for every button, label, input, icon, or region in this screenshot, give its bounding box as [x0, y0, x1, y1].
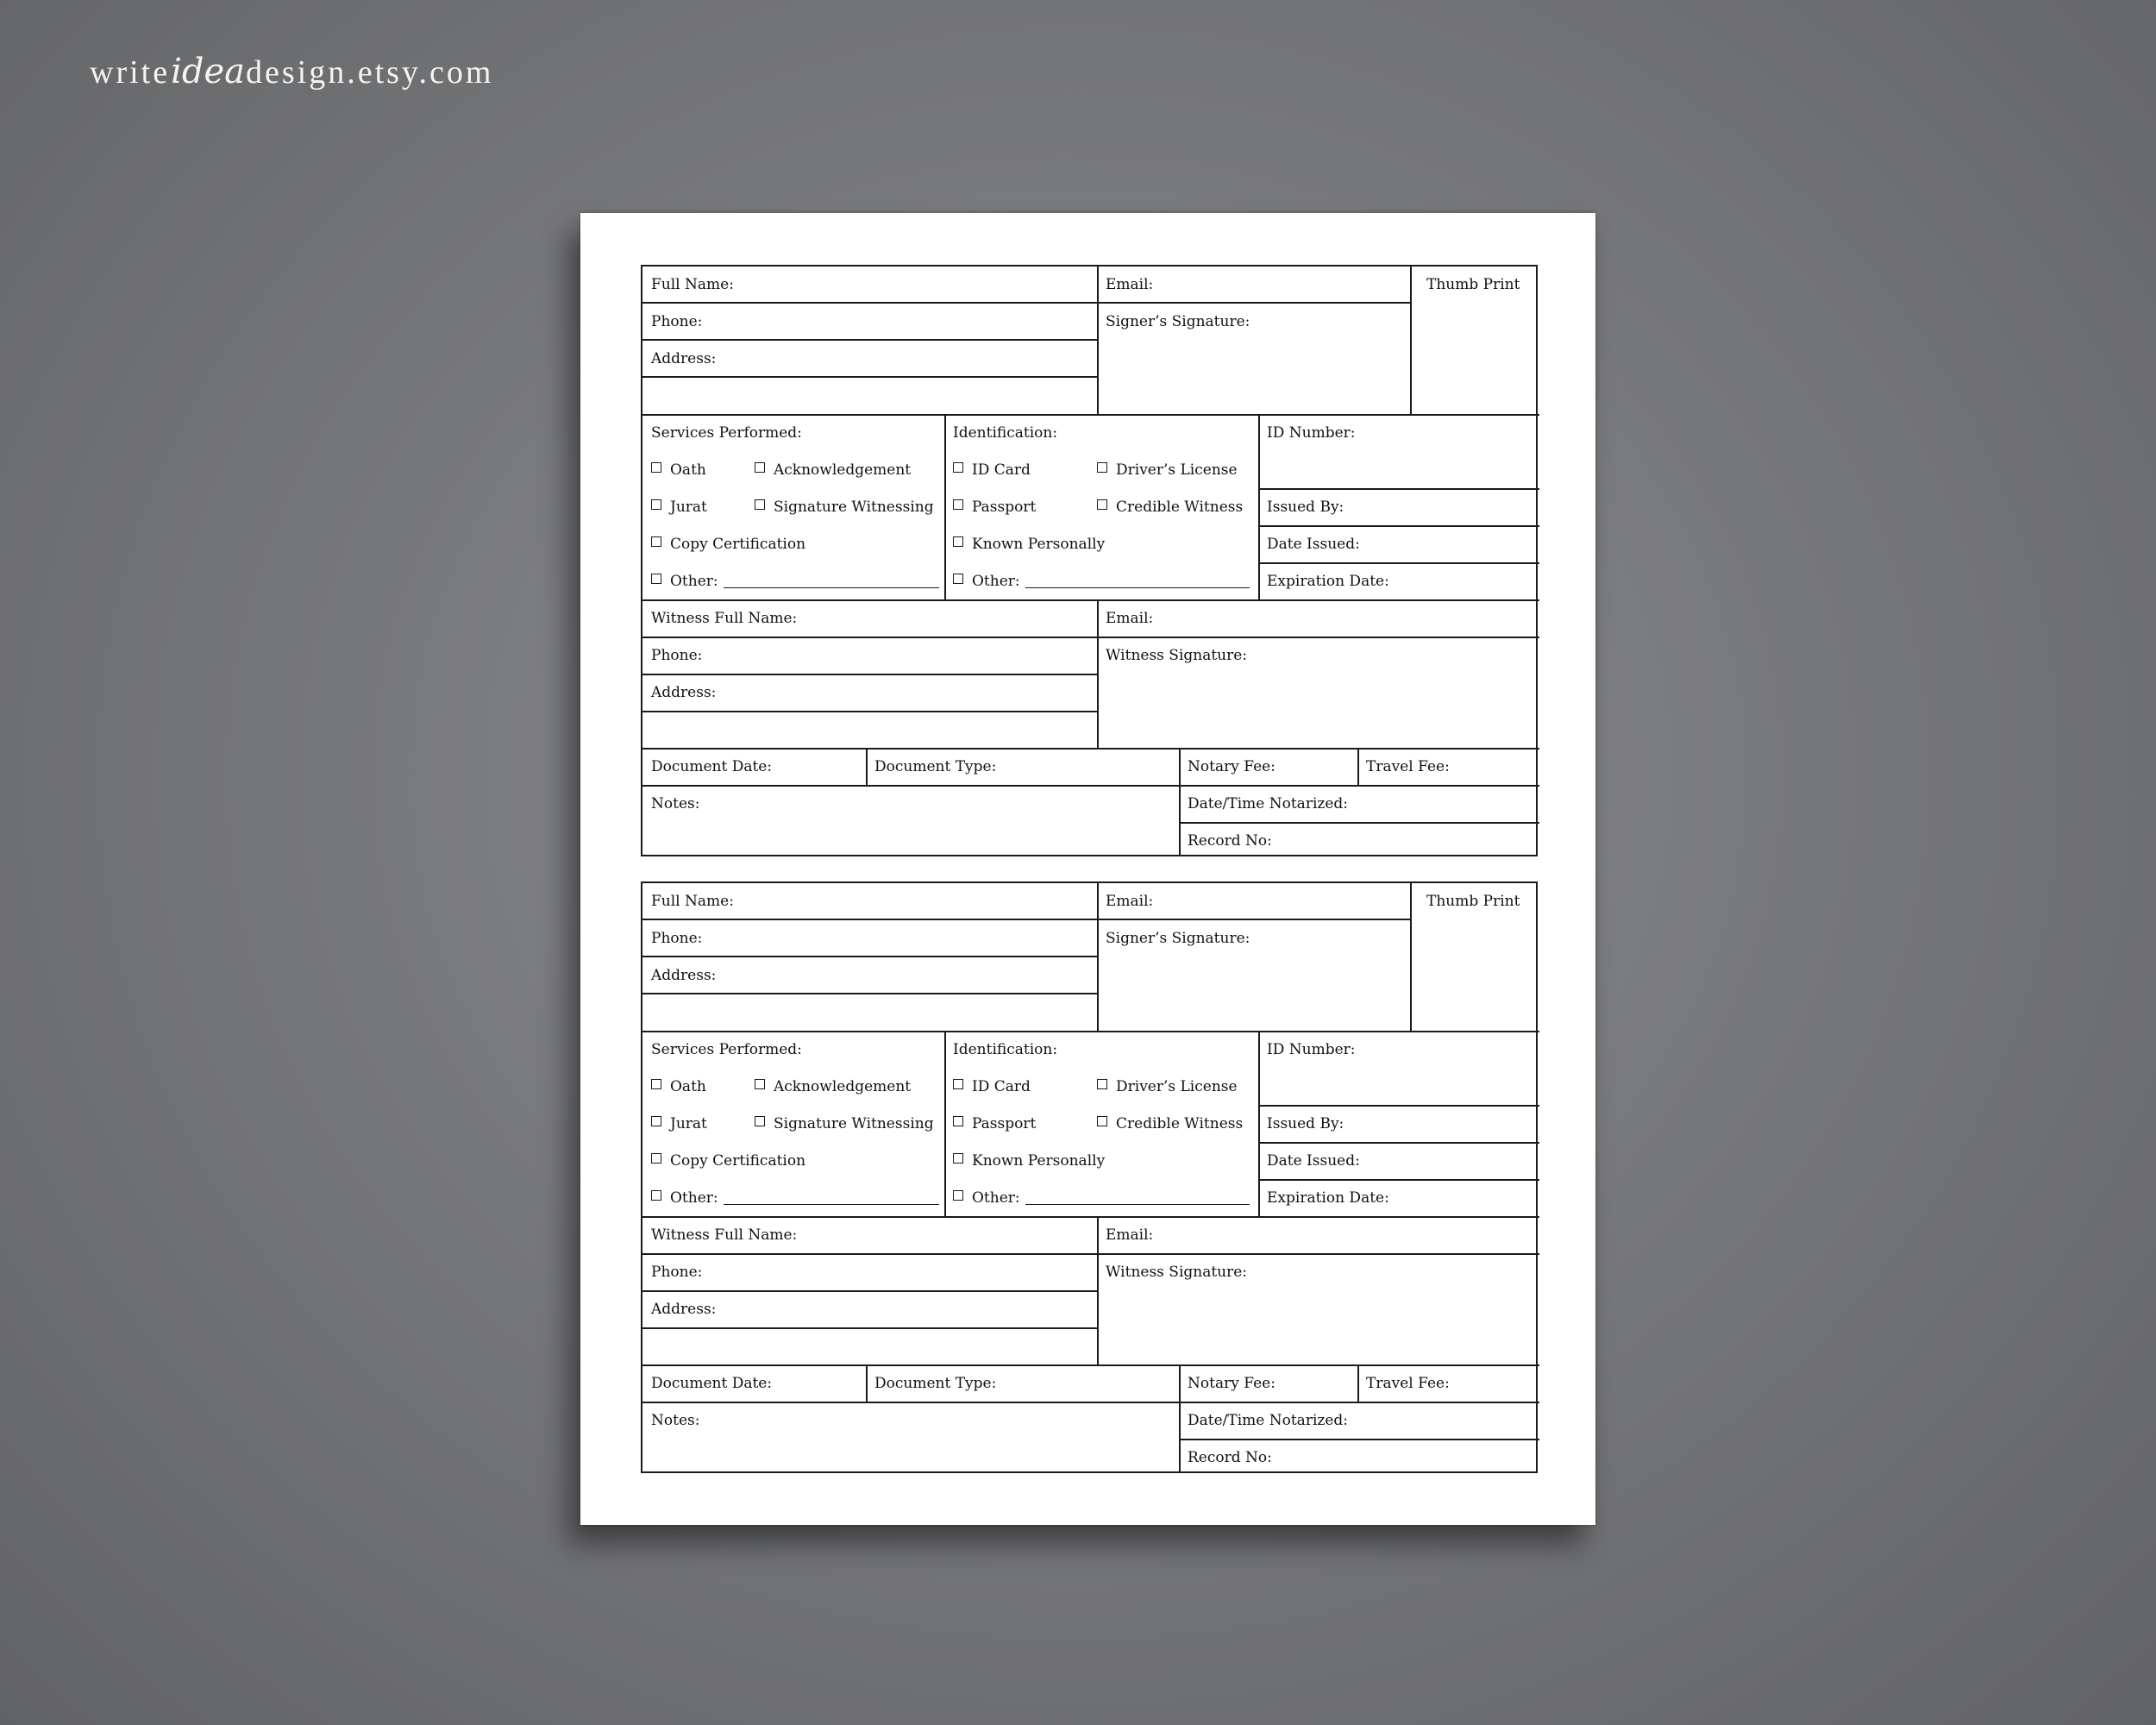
notary-fee-label: Notary Fee: [1188, 758, 1275, 775]
thumb-print-label: Thumb Print [1426, 893, 1520, 910]
table-rule [1179, 748, 1181, 856]
service-jurat-option[interactable]: Jurat [651, 1115, 707, 1132]
credible-witness-option[interactable]: Credible Witness [1097, 499, 1243, 516]
service-signature-witnessing-option[interactable]: Signature Witnessing [755, 499, 934, 516]
witness-signature-label: Witness Signature: [1106, 1264, 1248, 1281]
table-rule [1258, 562, 1539, 564]
witness-signature-label: Witness Signature: [1106, 647, 1248, 664]
table-rule [1258, 1142, 1539, 1144]
table-rule [642, 1290, 1097, 1292]
passport-option[interactable]: Passport [953, 1115, 1036, 1132]
drivers-license-option[interactable]: Driver’s License [1097, 1078, 1238, 1095]
identification-label: Identification: [953, 1041, 1058, 1058]
record-no-label: Record No: [1188, 1449, 1272, 1466]
checkbox-icon[interactable] [953, 536, 963, 547]
travel-fee-label: Travel Fee: [1366, 758, 1450, 775]
signer-signature-label: Signer’s Signature: [1106, 930, 1250, 947]
checkbox-icon[interactable] [953, 499, 963, 510]
table-rule [642, 711, 1097, 712]
witness-email-label: Email: [1106, 610, 1154, 627]
service-oath-option[interactable]: Oath [651, 1078, 706, 1095]
table-rule [1357, 1364, 1359, 1402]
identification-label: Identification: [953, 424, 1058, 442]
checkbox-icon[interactable] [651, 1153, 661, 1164]
drivers-license-option[interactable]: Driver’s License [1097, 461, 1238, 479]
table-rule [1258, 525, 1539, 527]
checkbox-icon[interactable] [755, 462, 765, 473]
service-acknowledgement-option[interactable]: Acknowledgement [755, 461, 911, 479]
checkbox-icon[interactable] [953, 574, 963, 584]
watermark-prefix: write [90, 54, 171, 91]
service-signature-witnessing-option[interactable]: Signature Witnessing [755, 1115, 934, 1132]
table-rule [642, 1327, 1097, 1329]
document-date-label: Document Date: [651, 1375, 773, 1392]
id-number-label: ID Number: [1267, 424, 1356, 442]
table-rule [642, 339, 1097, 341]
checkbox-icon[interactable] [953, 1190, 963, 1201]
checkbox-icon[interactable] [953, 1153, 963, 1164]
other-fill-line[interactable] [1025, 587, 1250, 588]
table-rule [642, 785, 1539, 787]
table-rule [642, 1402, 1539, 1403]
id-card-option[interactable]: ID Card [953, 1078, 1031, 1095]
id-card-option[interactable]: ID Card [953, 461, 1031, 479]
notary-log-page [580, 213, 1595, 1525]
table-rule [642, 674, 1097, 675]
witness-address-label: Address: [651, 1301, 717, 1318]
table-rule [642, 637, 1539, 638]
passport-option[interactable]: Passport [953, 499, 1036, 516]
address-label: Address: [651, 350, 717, 367]
table-rule [1258, 414, 1260, 599]
known-personally-option[interactable]: Known Personally [953, 536, 1105, 553]
service-jurat-option[interactable]: Jurat [651, 499, 707, 516]
document-date-label: Document Date: [651, 758, 773, 775]
table-rule [1097, 267, 1099, 414]
witness-full-name-label: Witness Full Name: [651, 1226, 798, 1244]
record-no-label: Record No: [1188, 832, 1272, 850]
table-rule [1357, 748, 1359, 785]
table-rule [1258, 488, 1539, 490]
table-rule [642, 748, 1539, 750]
table-rule [1258, 1179, 1539, 1181]
credible-witness-option[interactable]: Credible Witness [1097, 1115, 1243, 1132]
table-rule [642, 414, 1539, 416]
table-rule [642, 993, 1097, 994]
table-rule [1097, 1216, 1099, 1364]
document-type-label: Document Type: [874, 758, 997, 775]
checkbox-icon[interactable] [651, 499, 661, 510]
witness-email-label: Email: [1106, 1226, 1154, 1244]
expiration-date-label: Expiration Date: [1267, 573, 1389, 590]
issued-by-label: Issued By: [1267, 1115, 1344, 1132]
table-rule [642, 919, 1097, 920]
other-fill-line[interactable] [724, 587, 939, 588]
checkbox-icon[interactable] [1097, 499, 1107, 510]
table-rule [1410, 883, 1412, 1031]
witness-phone-label: Phone: [651, 647, 703, 664]
date-time-notarized-label: Date/Time Notarized: [1188, 795, 1349, 812]
table-rule [866, 748, 868, 785]
date-issued-label: Date Issued: [1267, 536, 1360, 553]
service-copy-certification-option[interactable]: Copy Certification [651, 536, 805, 553]
phone-label: Phone: [651, 930, 703, 947]
thumb-print-label: Thumb Print [1426, 276, 1520, 293]
notes-label: Notes: [651, 795, 700, 812]
other-fill-line[interactable] [1025, 1204, 1250, 1205]
table-rule [1410, 267, 1412, 414]
service-acknowledgement-option[interactable]: Acknowledgement [755, 1078, 911, 1095]
known-personally-option[interactable]: Known Personally [953, 1152, 1105, 1170]
signer-signature-label: Signer’s Signature: [1106, 313, 1250, 330]
table-rule [944, 1031, 946, 1216]
checkbox-icon[interactable] [1097, 462, 1107, 473]
checkbox-icon[interactable] [755, 499, 765, 510]
phone-label: Phone: [651, 313, 703, 330]
issued-by-label: Issued By: [1267, 499, 1344, 516]
address-label: Address: [651, 967, 717, 984]
checkbox-icon[interactable] [651, 1079, 661, 1089]
services-performed-label: Services Performed: [651, 424, 802, 442]
witness-address-label: Address: [651, 684, 717, 701]
checkbox-icon[interactable] [953, 1116, 963, 1126]
checkbox-icon[interactable] [651, 574, 661, 584]
full-name-label: Full Name: [651, 276, 734, 293]
table-rule [1258, 1105, 1539, 1107]
table-rule [1258, 1031, 1260, 1216]
table-rule [1179, 1439, 1539, 1440]
checkbox-icon[interactable] [651, 462, 661, 473]
notary-entry-1 [641, 265, 1538, 856]
table-rule [1097, 599, 1099, 748]
table-rule [1097, 883, 1099, 1031]
checkbox-icon[interactable] [755, 1079, 765, 1089]
table-rule [642, 1031, 1539, 1032]
table-rule [642, 376, 1097, 378]
table-rule [1097, 302, 1410, 304]
email-label: Email: [1106, 276, 1154, 293]
witness-full-name-label: Witness Full Name: [651, 610, 798, 627]
table-rule [944, 414, 946, 599]
notary-entry-2 [641, 881, 1538, 1473]
checkbox-icon[interactable] [1097, 1079, 1107, 1089]
table-rule [642, 1253, 1539, 1255]
date-time-notarized-label: Date/Time Notarized: [1188, 1412, 1349, 1429]
email-label: Email: [1106, 893, 1154, 910]
service-oath-option[interactable]: Oath [651, 461, 706, 479]
date-issued-label: Date Issued: [1267, 1152, 1360, 1170]
expiration-date-label: Expiration Date: [1267, 1189, 1389, 1207]
table-rule [1097, 919, 1410, 920]
table-rule [642, 1364, 1539, 1366]
table-rule [642, 956, 1097, 957]
service-other-option[interactable]: Other: [651, 1189, 939, 1207]
checkbox-icon[interactable] [953, 1079, 963, 1089]
service-other-option[interactable]: Other: [651, 573, 939, 590]
other-fill-line[interactable] [724, 1204, 939, 1205]
table-rule [866, 1364, 868, 1402]
checkbox-icon[interactable] [651, 1116, 661, 1126]
table-rule [642, 1216, 1539, 1218]
watermark-logo [90, 52, 493, 91]
checkbox-icon[interactable] [953, 462, 963, 473]
checkbox-icon[interactable] [651, 1190, 661, 1201]
table-rule [642, 302, 1097, 304]
full-name-label: Full Name: [651, 893, 734, 910]
services-performed-label: Services Performed: [651, 1041, 802, 1058]
id-number-label: ID Number: [1267, 1041, 1356, 1058]
table-rule [1179, 822, 1539, 824]
checkbox-icon[interactable] [755, 1116, 765, 1126]
service-copy-certification-option[interactable]: Copy Certification [651, 1152, 805, 1170]
id-other-option[interactable]: Other: [953, 573, 1250, 590]
notary-fee-label: Notary Fee: [1188, 1375, 1275, 1392]
witness-phone-label: Phone: [651, 1264, 703, 1281]
watermark-script: idea [171, 52, 245, 91]
document-type-label: Document Type: [874, 1375, 997, 1392]
notes-label: Notes: [651, 1412, 700, 1429]
table-rule [1179, 1364, 1181, 1473]
checkbox-icon[interactable] [1097, 1116, 1107, 1126]
watermark-suffix: design.etsy.com [246, 54, 494, 91]
table-rule [642, 599, 1539, 601]
travel-fee-label: Travel Fee: [1366, 1375, 1450, 1392]
checkbox-icon[interactable] [651, 536, 661, 547]
id-other-option[interactable]: Other: [953, 1189, 1250, 1207]
